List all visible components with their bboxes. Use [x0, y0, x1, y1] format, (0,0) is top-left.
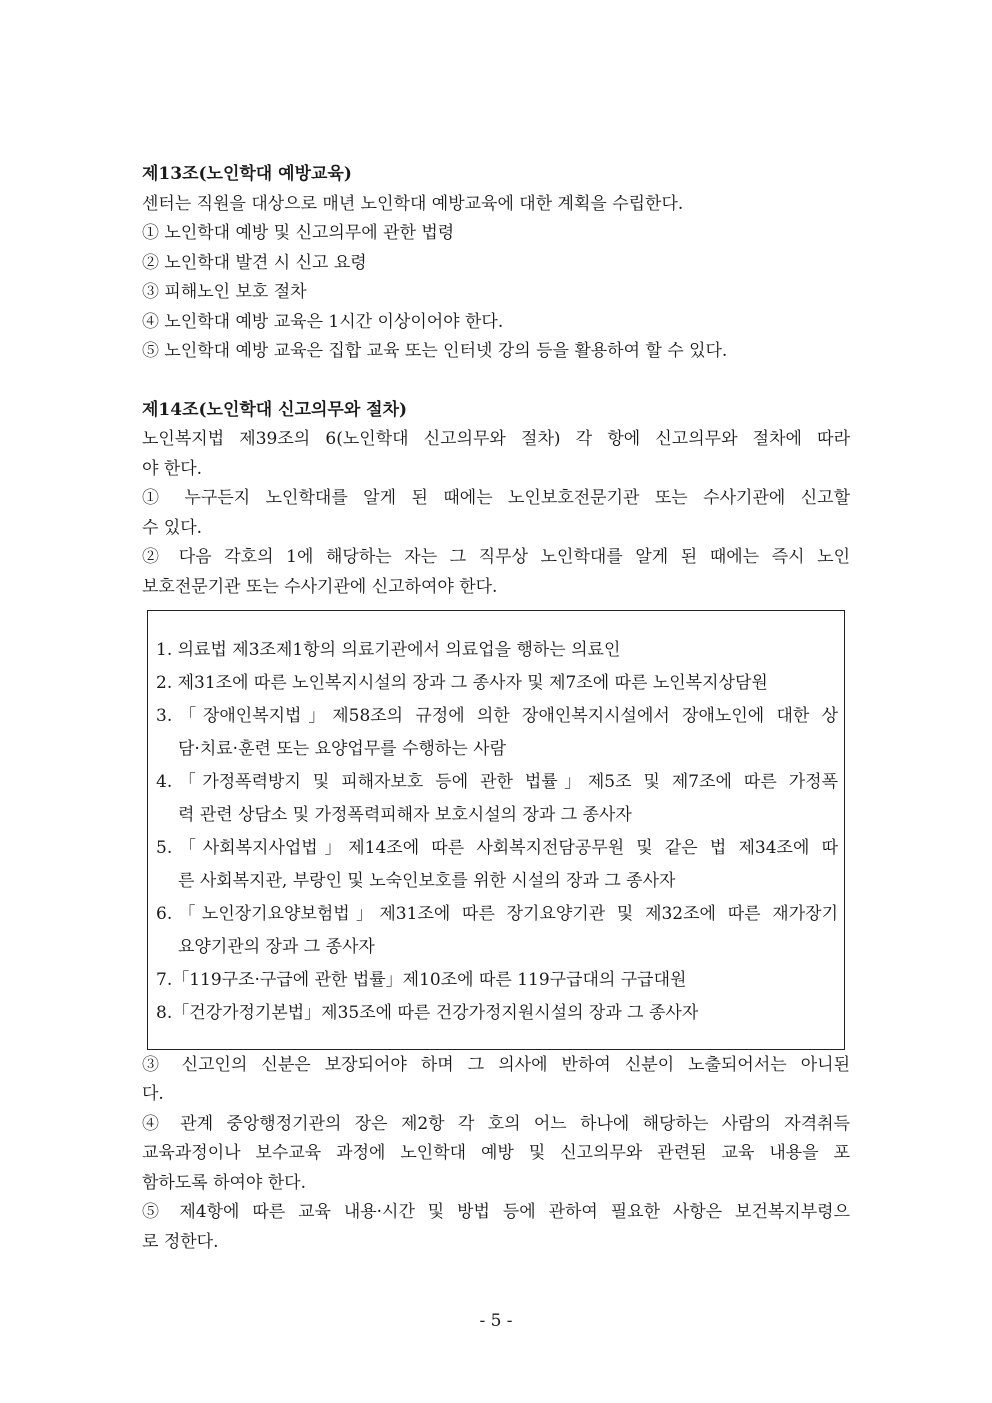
article-14-paragraph-1-line-1: ① 누구든지 노인학대를 알게 된 때에는 노인보호전문기관 또는 수사기관에 신고할	[142, 488, 850, 508]
box-line-6-cont: 요양기관의 장과 그 종사자	[178, 937, 375, 957]
page-number: - 5 -	[479, 1311, 513, 1331]
box-line-3-cont: 담·치료·훈련 또는 요양업무를 수행하는 사람	[178, 739, 507, 759]
article-14-paragraph-5-line-2: 로 정한다.	[142, 1232, 219, 1252]
article-13-item-3: ③ 피해노인 보호 절차	[142, 282, 307, 302]
box-line-7: 7.「119구조·구급에 관한 법률」제10조에 따른 119구급대의 구급대원	[156, 970, 687, 990]
article-13-title: 제13조(노인학대 예방교육)	[142, 164, 352, 184]
box-line-5-cont: 른 사회복지관, 부랑인 및 노숙인보호를 위한 시설의 장과 그 종사자	[178, 871, 676, 891]
article-13-item-1: ① 노인학대 예방 및 신고의무에 관한 법령	[142, 223, 455, 243]
box-line-8: 8.「건강가정기본법」제35조에 따른 건강가정지원시설의 장과 그 종사자	[156, 1003, 699, 1023]
box-line-2: 2. 제31조에 따른 노인복지시설의 장과 그 종사자 및 제7조에 따른 노인복지상담원	[156, 673, 768, 693]
article-14-paragraph-2-line-2: 보호전문기관 또는 수사기관에 신고하여야 한다.	[142, 577, 498, 597]
article-14-intro-line-2: 야 한다.	[142, 459, 203, 479]
box-line-1: 1. 의료법 제3조제1항의 의료기관에서 의료업을 행하는 의료인	[156, 640, 621, 660]
box-line-3: 3.「장애인복지법」제58조의 규정에 의한 장애인복지시설에서 장애노인에 대한 상	[156, 706, 838, 726]
article-14-paragraph-3-line-1: ③ 신고인의 신분은 보장되어야 하며 그 의사에 반하여 신분이 노출되어서는 아니된	[142, 1055, 850, 1075]
reporter-list-box	[147, 610, 845, 1050]
article-14-paragraph-2-line-1: ② 다음 각호의 1에 해당하는 자는 그 직무상 노인학대를 알게 된 때에는 즉시 노인	[142, 547, 850, 567]
article-14-paragraph-4-line-3: 함하도록 하여야 한다.	[142, 1173, 307, 1193]
box-line-4: 4.「가정폭력방지 및 피해자보호 등에 관한 법률」제5조 및 제7조에 따른 가정폭	[156, 772, 838, 792]
box-line-6: 6.「노인장기요양보험법」제31조에 따른 장기요양기관 및 제32조에 따른 재가장기	[156, 904, 838, 924]
article-13-item-2: ② 노인학대 발견 시 신고 요령	[142, 253, 367, 273]
article-14-paragraph-4-line-2: 교육과정이나 보수교육 과정에 노인학대 예방 및 신고의무와 관련된 교육 내용을 포	[142, 1143, 850, 1163]
article-14-intro-line-1: 노인복지법 제39조의 6(노인학대 신고의무와 절차) 각 항에 신고의무와 절차에 따라	[142, 429, 850, 449]
box-line-5: 5.「사회복지사업법」제14조에 따른 사회복지전담공무원 및 같은 법 제34조에 따	[156, 838, 838, 858]
article-13-item-5: ⑤ 노인학대 예방 교육은 집합 교육 또는 인터넷 강의 등을 활용하여 할 수 있다.	[142, 341, 728, 361]
article-14-title: 제14조(노인학대 신고의무와 절차)	[142, 400, 408, 420]
article-13-item-4: ④ 노인학대 예방 교육은 1시간 이상이어야 한다.	[142, 312, 504, 332]
article-14-paragraph-4-line-1: ④ 관계 중앙행정기관의 장은 제2항 각 호의 어느 하나에 해당하는 사람의 자격취득	[142, 1114, 850, 1134]
article-14-paragraph-5-line-1: ⑤ 제4항에 따른 교육 내용·시간 및 방법 등에 관하여 필요한 사항은 보건복지부령으	[142, 1202, 850, 1222]
article-14-paragraph-3-line-2: 다.	[142, 1084, 164, 1104]
article-13-intro: 센터는 직원을 대상으로 매년 노인학대 예방교육에 대한 계획을 수립한다.	[142, 194, 684, 214]
box-line-4-cont: 력 관련 상담소 및 가정폭력피해자 보호시설의 장과 그 종사자	[178, 805, 632, 825]
article-14-paragraph-1-line-2: 수 있다.	[142, 518, 203, 538]
